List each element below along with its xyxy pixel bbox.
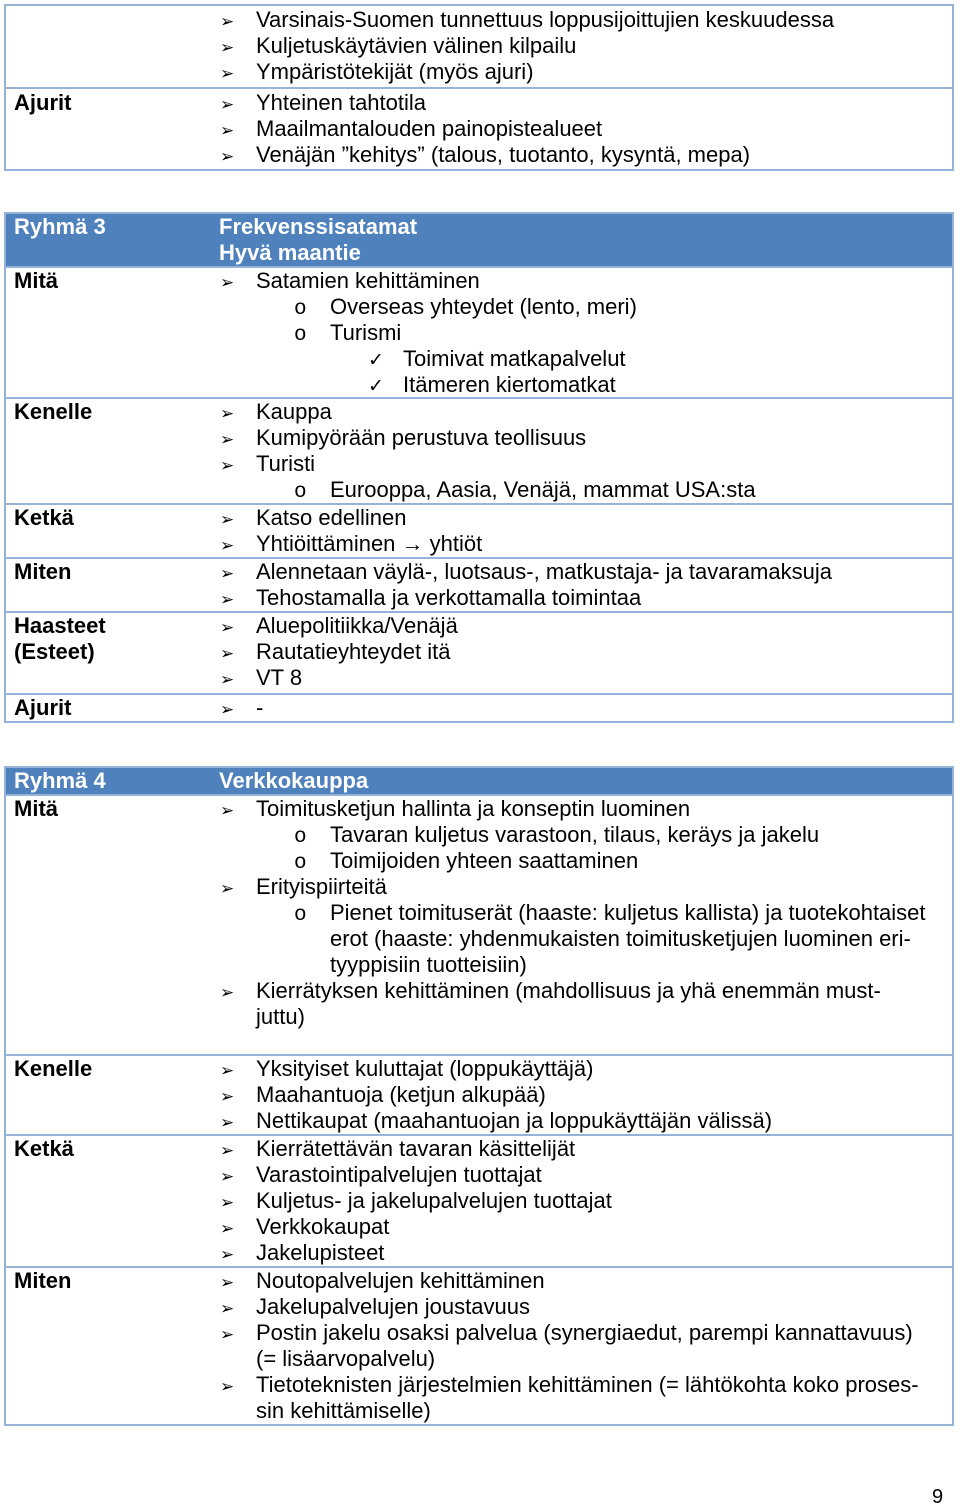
- arrowhead-bullet-icon: [220, 585, 234, 613]
- row-mita: [6, 794, 952, 1054]
- row-ketka: [6, 1134, 952, 1266]
- row-ajurit: [6, 87, 952, 169]
- arrowhead-bullet-icon: [220, 695, 234, 723]
- list-item: [6, 822, 952, 848]
- item-text: Overseas yhteydet (lento, meri): [330, 294, 637, 319]
- item-text: (= lisäarvopalvelu): [256, 1346, 436, 1371]
- group-title-line: Hyvä maantie: [219, 240, 361, 265]
- arrowhead-bullet-icon: [220, 505, 234, 533]
- item-text: Toimijoiden yhteen saattaminen: [330, 848, 639, 873]
- list-item: [6, 1136, 952, 1162]
- list-item: [6, 796, 952, 822]
- row-label-line: Haasteet: [14, 613, 106, 638]
- item-text: Yhteinen tahtotila: [256, 90, 427, 115]
- arrowhead-bullet-icon: [220, 1214, 234, 1242]
- item-text: Turisti: [256, 451, 316, 476]
- item-text: Jakelupalvelujen joustavuus: [256, 1294, 530, 1319]
- item-text: Aluepolitiikka/Venäjä: [256, 613, 458, 638]
- row-haasteet: [6, 611, 952, 693]
- list-item: [6, 1294, 952, 1320]
- list-item: [6, 665, 952, 691]
- list-item: [6, 613, 952, 639]
- row-label: Kenelle: [14, 1056, 93, 1081]
- item-text: Katso edellinen: [256, 505, 407, 530]
- arrowhead-bullet-icon: [220, 7, 234, 35]
- list-item-continuation: [6, 952, 952, 978]
- row-label: Ketkä: [14, 1136, 74, 1161]
- arrowhead-bullet-icon: [220, 1056, 234, 1084]
- item-text: Maailmantalouden painopistealueet: [256, 116, 603, 141]
- item-text: Kuljetuskäytävien välinen kilpailu: [256, 33, 577, 58]
- arrowhead-bullet-icon: [220, 1268, 234, 1296]
- item-text: Tehostamalla ja verkottamalla toimintaa: [256, 585, 642, 610]
- list-item: [6, 978, 952, 1004]
- list-item-continuation: [6, 1004, 952, 1030]
- list-item: [6, 1108, 952, 1134]
- item-text: Kumipyörään perustuva teollisuus: [256, 425, 587, 450]
- list-item: [6, 1214, 952, 1240]
- list-item: [6, 1056, 952, 1082]
- list-item: [6, 399, 952, 425]
- list-item: [6, 900, 952, 926]
- arrowhead-bullet-icon: [220, 90, 234, 118]
- list-item: [6, 33, 952, 59]
- item-text: Tavaran kuljetus varastoon, tilaus, keräys ja jakelu: [330, 822, 820, 847]
- checkmark-bullet-icon: [368, 372, 384, 399]
- arrowhead-bullet-icon: [220, 639, 234, 667]
- row-kenelle: [6, 1054, 952, 1134]
- row-miten: [6, 557, 952, 611]
- circle-bullet-icon: [294, 320, 307, 349]
- list-item: [6, 1162, 952, 1188]
- table-header: [6, 214, 952, 266]
- arrowhead-bullet-icon: [220, 559, 234, 587]
- circle-bullet-icon: [294, 822, 307, 851]
- item-text: Venäjän ”kehitys” (talous, tuotanto, kysyntä, mepa): [256, 142, 751, 167]
- row-label: Miten: [14, 1268, 72, 1293]
- item-text: Rautatieyhteydet itä: [256, 639, 451, 664]
- item-text: Ympäristötekijät (myös ajuri): [256, 59, 534, 84]
- item-text: Kauppa: [256, 399, 332, 424]
- group-title-line: Frekvenssisatamat: [219, 214, 418, 239]
- arrowhead-bullet-icon: [220, 1082, 234, 1110]
- item-text: VT 8: [256, 665, 303, 690]
- list-item: [6, 477, 952, 503]
- item-text: Verkkokaupat: [256, 1214, 390, 1239]
- list-item: [6, 451, 952, 477]
- list-item: [6, 874, 952, 900]
- row-miten: [6, 1266, 952, 1424]
- item-text: Toimitusketjun hallinta ja konseptin luominen: [256, 796, 691, 821]
- item-text: Nettikaupat (maahantuojan ja loppukäyttäjän välissä): [256, 1108, 773, 1133]
- list-item: [6, 372, 952, 398]
- row-mita: [6, 266, 952, 397]
- group-title: [219, 214, 417, 266]
- list-item: [6, 346, 952, 372]
- list-item: [6, 1320, 952, 1346]
- row-label: Miten: [14, 559, 72, 584]
- item-text: Kierrätettävän tavaran käsittelijät: [256, 1136, 576, 1161]
- arrowhead-bullet-icon: [220, 1294, 234, 1322]
- item-text: Tietoteknisten järjestelmien kehittäminen (= lähtökohta koko proses-: [256, 1372, 919, 1397]
- group-title: [219, 768, 368, 794]
- list-item: [6, 90, 952, 116]
- row-label-line: (Esteet): [14, 639, 95, 664]
- arrowhead-bullet-icon: [220, 531, 234, 559]
- row-label: Ajurit: [14, 90, 72, 115]
- item-text: Yksityiset kuluttajat (loppukäyttäjä): [256, 1056, 594, 1081]
- item-text: Erityispiirteitä: [256, 874, 387, 899]
- list-item: [6, 505, 952, 531]
- arrowhead-bullet-icon: [220, 1320, 234, 1348]
- arrowhead-bullet-icon: [220, 874, 234, 902]
- list-item: [6, 7, 952, 33]
- item-text: sin kehittämiselle): [256, 1398, 431, 1423]
- item-text: juttu): [256, 1004, 305, 1029]
- list-item: [6, 695, 952, 721]
- list-item: [6, 848, 952, 874]
- list-item: [6, 320, 952, 346]
- list-item: [6, 639, 952, 665]
- circle-bullet-icon: [294, 848, 307, 877]
- item-text: Toimivat matkapalvelut: [403, 346, 626, 371]
- list-item: [6, 1268, 952, 1294]
- list-item: [6, 531, 952, 557]
- item-text: erot (haaste: yhdenmukaisten toimitusketjujen luominen eri-: [330, 926, 911, 951]
- arrowhead-bullet-icon: [220, 116, 234, 144]
- arrowhead-bullet-icon: [220, 142, 234, 170]
- row-ajurit: [6, 693, 952, 721]
- row-kenelle: [6, 397, 952, 503]
- list-item: [6, 116, 952, 142]
- arrowhead-bullet-icon: [220, 1162, 234, 1190]
- arrowhead-bullet-icon: [220, 978, 234, 1006]
- item-text: Maahantuoja (ketjun alkupää): [256, 1082, 546, 1107]
- item-text: Noutopalvelujen kehittäminen: [256, 1268, 545, 1293]
- arrowhead-bullet-icon: [220, 1108, 234, 1136]
- item-text: Jakelupisteet: [256, 1240, 385, 1265]
- item-text: Yhtiöittäminen → yhtiöt: [256, 531, 483, 556]
- item-text: Pienet toimituserät (haaste: kuljetus kallista) ja tuotekohtaiset: [330, 900, 926, 925]
- item-text: Postin jakelu osaksi palvelua (synergiaedut, parempi kannattavuus): [256, 1320, 913, 1345]
- item-text: -: [256, 695, 264, 720]
- arrowhead-bullet-icon: [220, 425, 234, 453]
- list-item-continuation: [6, 926, 952, 952]
- arrowhead-bullet-icon: [220, 796, 234, 824]
- arrowhead-bullet-icon: [220, 33, 234, 61]
- row-continuation: [6, 6, 952, 87]
- list-item: [6, 1372, 952, 1398]
- arrowhead-bullet-icon: [220, 399, 234, 427]
- arrowhead-bullet-icon: [220, 451, 234, 479]
- table-header: [6, 768, 952, 794]
- row-ketka: [6, 503, 952, 557]
- circle-bullet-icon: [294, 294, 307, 323]
- arrowhead-bullet-icon: [220, 268, 234, 296]
- item-text: Satamien kehittäminen: [256, 268, 480, 293]
- arrowhead-bullet-icon: [220, 1188, 234, 1216]
- item-text: Eurooppa, Aasia, Venäjä, mammat USA:sta: [330, 477, 756, 502]
- arrowhead-bullet-icon: [220, 1372, 234, 1400]
- arrowhead-bullet-icon: [220, 665, 234, 693]
- item-text: Alennetaan väylä-, luotsaus-, matkustaja- ja tavaramaksuja: [256, 559, 832, 584]
- row-label: Ketkä: [14, 505, 74, 530]
- page-number: 9: [932, 1486, 944, 1508]
- circle-bullet-icon: [294, 477, 307, 506]
- table-ryhma-3: [4, 212, 954, 723]
- list-item: [6, 1188, 952, 1214]
- group-title-line: Verkkokauppa: [219, 768, 369, 793]
- list-item: [6, 425, 952, 451]
- table-continuation: [4, 4, 954, 171]
- table-ryhma-4: [4, 766, 954, 1426]
- group-label: Ryhmä 4: [14, 768, 106, 793]
- item-text: Kuljetus- ja jakelupalvelujen tuottajat: [256, 1188, 612, 1213]
- list-item: [6, 268, 952, 294]
- item-text: Varastointipalvelujen tuottajat: [256, 1162, 542, 1187]
- row-label: Mitä: [14, 268, 58, 293]
- list-item: [6, 142, 952, 168]
- list-item: [6, 559, 952, 585]
- circle-bullet-icon: [294, 900, 307, 929]
- item-text: Kierrätyksen kehittäminen (mahdollisuus ja yhä enemmän must-: [256, 978, 881, 1003]
- item-text: tyyppisiin tuotteisiin): [330, 952, 527, 977]
- group-label: Ryhmä 3: [14, 214, 106, 239]
- arrowhead-bullet-icon: [220, 1136, 234, 1164]
- arrowhead-bullet-icon: [220, 59, 234, 87]
- arrowhead-bullet-icon: [220, 1240, 234, 1268]
- list-item: [6, 1082, 952, 1108]
- list-item-continuation: [6, 1398, 952, 1424]
- checkmark-bullet-icon: [368, 346, 384, 373]
- row-label: Ajurit: [14, 695, 72, 720]
- list-item-continuation: [6, 1346, 952, 1372]
- item-text: Turismi: [330, 320, 402, 345]
- item-text: Varsinais-Suomen tunnettuus loppusijoittujien keskuudessa: [256, 7, 835, 32]
- arrowhead-bullet-icon: [220, 613, 234, 641]
- list-item: [6, 59, 952, 85]
- row-label: Kenelle: [14, 399, 93, 424]
- row-label: Mitä: [14, 796, 58, 821]
- list-item: [6, 1240, 952, 1266]
- item-text: Itämeren kiertomatkat: [403, 372, 616, 397]
- list-item: [6, 585, 952, 611]
- list-item: [6, 294, 952, 320]
